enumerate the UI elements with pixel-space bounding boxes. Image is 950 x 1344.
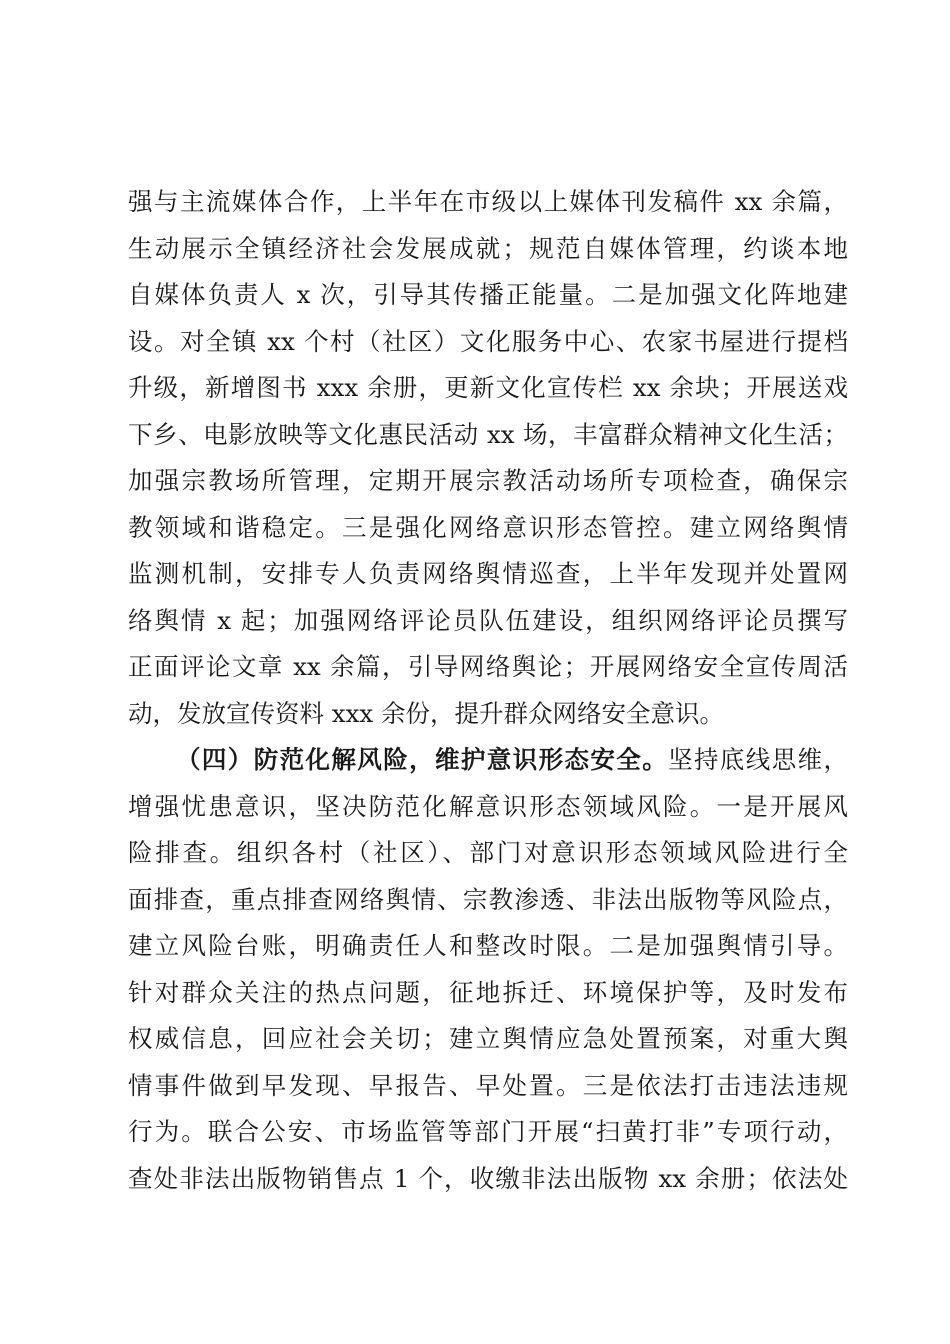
text-line: 教领域和谐稳定。三是强化网络意识形态管控。建立网络舆情 xyxy=(128,512,848,542)
heading-line-rest: 坚持底线思维， xyxy=(668,745,849,774)
text-line: 设。对全镇 xx 个村（社区）文化服务中心、农家书屋进行提档 xyxy=(128,326,848,356)
text-line: 增强忧患意识，坚决防范化解意识形态领域风险。一是开展风 xyxy=(128,791,848,821)
text-line: 监测机制，安排专人负责网络舆情巡查，上半年发现并处置网 xyxy=(128,559,848,588)
text-line: 面排查，重点排查网络舆情、宗教渗透、非法出版物等风险点， xyxy=(128,884,848,914)
text-line: 自媒体负责人 x 次，引导其传播正能量。二是加强文化阵地建 xyxy=(128,280,848,309)
section-heading: （四）防范化解风险，维护意识形态安全。 xyxy=(176,745,669,774)
text-line: 强与主流媒体合作，上半年在市级以上媒体刊发稿件 xx 余篇， xyxy=(128,187,848,216)
text-line: 下乡、电影放映等文化惠民活动 xx 场，丰富群众精神文化生活； xyxy=(128,419,848,449)
text-line: 络舆情 x 起；加强网络评论员队伍建设，组织网络评论员撰写 xyxy=(128,605,848,635)
text-line: 动，发放宣传资料 xxx 余份，提升群众网络安全意识。 xyxy=(128,698,725,728)
paragraph-2 xyxy=(128,737,848,1202)
text-line: 行为。联合公安、市场监管等部门开展“扫黄打非”专项行动， xyxy=(128,1117,848,1146)
text-line: 查处非法出版物销售点 1 个，收缴非法出版物 xx 余册；依法处 xyxy=(128,1163,848,1193)
text-line: 加强宗教场所管理，定期开展宗教活动场所专项检查，确保宗 xyxy=(128,466,848,495)
document-page xyxy=(128,179,848,1202)
text-line xyxy=(128,737,848,784)
text-line: 生动展示全镇经济社会发展成就；规范自媒体管理，约谈本地 xyxy=(128,233,848,263)
text-line: 建立风险台账，明确责任人和整改时限。二是加强舆情引导。 xyxy=(128,931,848,960)
text-line: 权威信息，回应社会关切；建立舆情应急处置预案，对重大舆 xyxy=(128,1024,848,1053)
text-line: 情事件做到早发现、早报告、早处置。三是依法打击违法违规 xyxy=(128,1070,848,1100)
paragraph-1 xyxy=(128,179,848,737)
text-line: 正面评论文章 xx 余篇，引导网络舆论；开展网络安全宣传周活 xyxy=(128,652,848,681)
text-line: 针对群众关注的热点问题，征地拆迁、环境保护等，及时发布 xyxy=(128,977,848,1007)
text-line: 险排查。组织各村（社区）、部门对意识形态领域风险进行全 xyxy=(128,838,848,867)
text-line: 升级，新增图书 xxx 余册，更新文化宣传栏 xx 余块；开展送戏 xyxy=(128,373,848,402)
